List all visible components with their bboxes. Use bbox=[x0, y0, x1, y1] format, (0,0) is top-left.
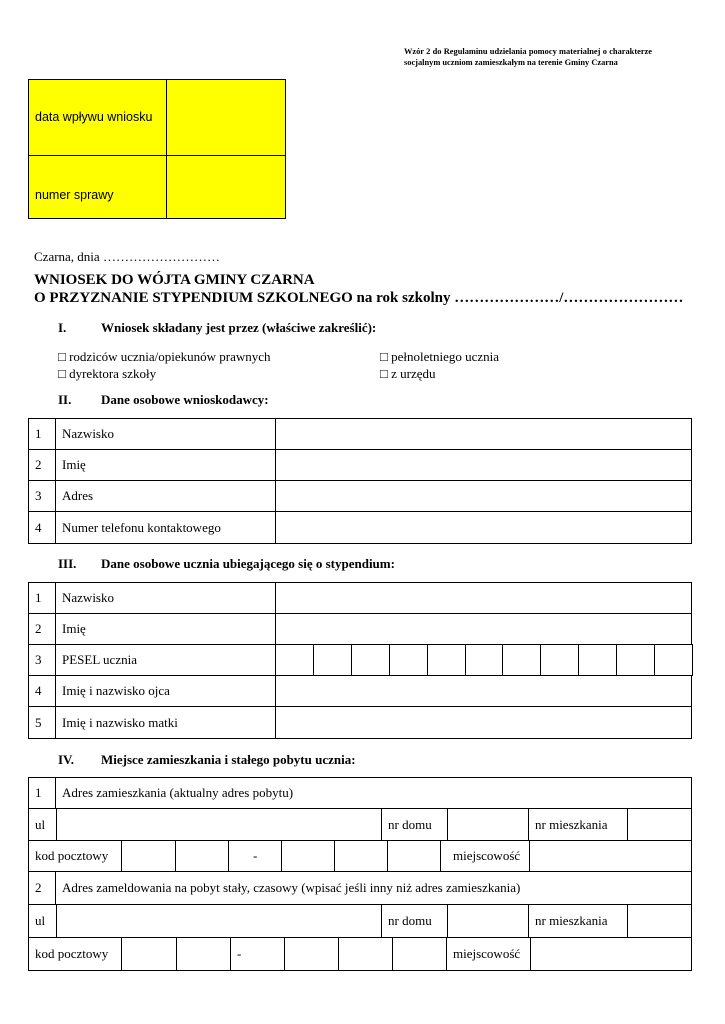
father-name-field[interactable] bbox=[275, 675, 692, 707]
postal-code-label: kod pocztowy bbox=[28, 937, 122, 971]
option-adult-student[interactable]: □ pełnoletniego ucznia bbox=[380, 349, 500, 364]
section2-number: II. bbox=[58, 392, 72, 407]
residence-city-field[interactable] bbox=[529, 840, 692, 872]
house-number-label: nr domu bbox=[381, 808, 448, 841]
mother-name-field[interactable] bbox=[275, 706, 692, 739]
option-director[interactable]: □ dyrektora szkoły bbox=[58, 366, 157, 381]
section1-number: I. bbox=[58, 320, 67, 335]
street-label: ul bbox=[28, 904, 57, 938]
pesel-digit-field[interactable] bbox=[389, 644, 428, 676]
postal-dash: - bbox=[228, 840, 282, 872]
residence-flat-field[interactable] bbox=[627, 808, 692, 841]
student-surname-label: Nazwisko bbox=[55, 582, 276, 614]
student-surname-field[interactable] bbox=[275, 582, 692, 614]
pesel-digit-field[interactable] bbox=[578, 644, 617, 676]
table-row-number: 2 bbox=[28, 613, 56, 645]
postal-digit-field[interactable] bbox=[121, 937, 177, 971]
street-label: ul bbox=[28, 808, 57, 841]
postal-digit-field[interactable] bbox=[284, 937, 339, 971]
table-row-number: 1 bbox=[28, 582, 56, 614]
registered-house-field[interactable] bbox=[447, 904, 529, 938]
option-ex-officio[interactable]: □ z urzędu bbox=[380, 366, 436, 381]
pesel-digit-field[interactable] bbox=[502, 644, 541, 676]
applicant-phone-label: Numer telefonu kontaktowego bbox=[55, 511, 276, 544]
table-row-number: 1 bbox=[28, 418, 56, 450]
postal-dash: - bbox=[230, 937, 285, 971]
option-parents[interactable]: □ rodziców ucznia/opiekunów prawnych bbox=[58, 349, 271, 364]
postal-digit-field[interactable] bbox=[176, 937, 231, 971]
postal-digit-field[interactable] bbox=[281, 840, 335, 872]
case-number-field[interactable] bbox=[167, 156, 286, 219]
student-name-field[interactable] bbox=[275, 613, 692, 645]
section1-heading: Wniosek składany jest przez (właściwe zakreślić): bbox=[101, 320, 377, 335]
mother-name-label: Imię i nazwisko matki bbox=[55, 706, 276, 739]
table-row-number: 4 bbox=[28, 511, 56, 544]
applicant-name-label: Imię bbox=[55, 449, 276, 481]
pesel-digit-field[interactable] bbox=[351, 644, 390, 676]
residence-house-field[interactable] bbox=[447, 808, 529, 841]
section4-number: IV. bbox=[58, 752, 75, 767]
pesel-digit-field[interactable] bbox=[313, 644, 352, 676]
table-row-number: 1 bbox=[28, 777, 56, 809]
registered-city-field[interactable] bbox=[530, 937, 692, 971]
table-row-number: 4 bbox=[28, 675, 56, 707]
office-use-box bbox=[28, 79, 286, 219]
place-date: Czarna, dnia ……………………… bbox=[34, 249, 220, 264]
registered-address-label: Adres zameldowania na pobyt stały, czasowy (wpisać jeśli inny niż adres zamieszkania) bbox=[55, 871, 692, 905]
applicant-address-field[interactable] bbox=[275, 480, 692, 512]
registered-street-field[interactable] bbox=[56, 904, 382, 938]
postal-digit-field[interactable] bbox=[338, 937, 393, 971]
postal-digit-field[interactable] bbox=[121, 840, 176, 872]
father-name-label: Imię i nazwisko ojca bbox=[55, 675, 276, 707]
form-subtitle: O PRZYZNANIE STYPENDIUM SZKOLNEGO na rok szkolny …………………/…………………… bbox=[34, 290, 684, 306]
residence-address-label: Adres zamieszkania (aktualny adres pobytu) bbox=[55, 777, 692, 809]
table-row-number: 5 bbox=[28, 706, 56, 739]
section3-heading: Dane osobowe ucznia ubiegającego się o stypendium: bbox=[101, 556, 395, 571]
applicant-surname-label: Nazwisko bbox=[55, 418, 276, 450]
section4-heading: Miejsce zamieszkania i stałego pobytu ucznia: bbox=[101, 752, 356, 767]
postal-code-label: kod pocztowy bbox=[28, 840, 122, 872]
city-label: miejscowość bbox=[446, 937, 531, 971]
applicant-surname-field[interactable] bbox=[275, 418, 692, 450]
received-date-field[interactable] bbox=[167, 80, 286, 155]
postal-digit-field[interactable] bbox=[175, 840, 229, 872]
case-number-label: numer sprawy bbox=[35, 188, 114, 202]
postal-digit-field[interactable] bbox=[387, 840, 441, 872]
pesel-digit-field[interactable] bbox=[654, 644, 693, 676]
table-row-number: 3 bbox=[28, 480, 56, 512]
form-template-note: Wzór 2 do Regulaminu udzielania pomocy materialnej o charakterze socjalnym uczniom zamieszkałym na terenie Gminy Czarna bbox=[404, 47, 652, 67]
section2-heading: Dane osobowe wnioskodawcy: bbox=[101, 392, 269, 407]
applicant-phone-field[interactable] bbox=[275, 511, 692, 544]
flat-number-label: nr mieszkania bbox=[528, 808, 628, 841]
received-date-label: data wpływu wniosku bbox=[35, 110, 153, 124]
student-name-label: Imię bbox=[55, 613, 276, 645]
applicant-name-field[interactable] bbox=[275, 449, 692, 481]
flat-number-label: nr mieszkania bbox=[528, 904, 628, 938]
table-row-number: 2 bbox=[28, 449, 56, 481]
pesel-digit-field[interactable] bbox=[616, 644, 655, 676]
pesel-digit-field[interactable] bbox=[465, 644, 503, 676]
table-row-number: 2 bbox=[28, 871, 56, 905]
table-row-number: 3 bbox=[28, 644, 56, 676]
house-number-label: nr domu bbox=[381, 904, 448, 938]
pesel-digit-field[interactable] bbox=[275, 644, 314, 676]
pesel-digit-field[interactable] bbox=[427, 644, 466, 676]
form-title: WNIOSEK DO WÓJTA GMINY CZARNA bbox=[34, 272, 315, 288]
registered-flat-field[interactable] bbox=[627, 904, 692, 938]
pesel-label: PESEL ucznia bbox=[55, 644, 276, 676]
residence-street-field[interactable] bbox=[56, 808, 382, 841]
pesel-digit-field[interactable] bbox=[540, 644, 579, 676]
city-label: miejscowość bbox=[440, 840, 530, 872]
applicant-address-label: Adres bbox=[55, 480, 276, 512]
section3-number: III. bbox=[58, 556, 77, 571]
postal-digit-field[interactable] bbox=[334, 840, 388, 872]
postal-digit-field[interactable] bbox=[392, 937, 447, 971]
